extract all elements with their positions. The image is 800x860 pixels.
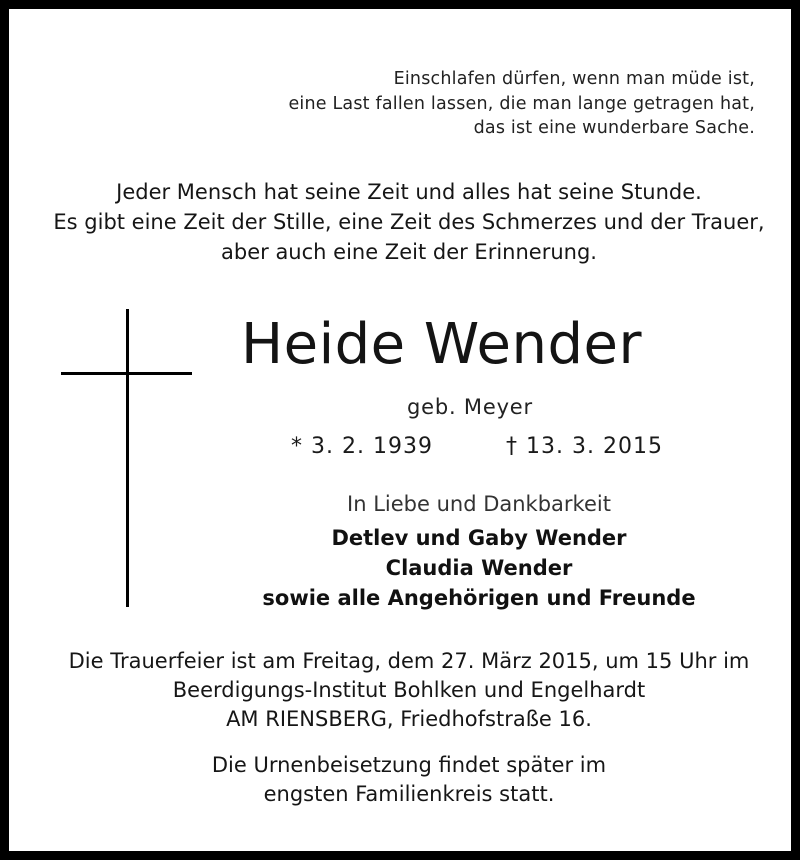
service-line: AM RIENSBERG, Friedhofstraße 16. [226, 707, 592, 731]
urn-line: Die Urnenbeisetzung findet später im [211, 753, 607, 777]
poem-line: das ist eine wunderbare Sache. [473, 118, 755, 138]
poem-line: Einschlafen dürfen, wenn man müde ist, [393, 69, 755, 89]
funeral-service-info [9, 647, 800, 734]
intro-text [9, 177, 800, 267]
mourners-lead: In Liebe und Dankbarkeit [347, 492, 611, 516]
mourner-name: Detlev und Gaby Wender [331, 526, 627, 550]
cross-vertical-bar [126, 309, 129, 607]
service-line: Beerdigungs-Institut Bohlken und Engelhardt [172, 678, 646, 702]
mourner-name: sowie alle Angehörigen und Freunde [262, 586, 696, 610]
service-line: Die Trauerfeier ist am Freitag, dem 27. März 2015, um 15 Uhr im [68, 649, 750, 673]
intro-line: Jeder Mensch hat seine Zeit und alles hat seine Stunde. [116, 180, 702, 204]
death-date: † 13. 3. 2015 [506, 434, 663, 459]
urn-burial-info [9, 751, 800, 809]
intro-line: aber auch eine Zeit der Erinnerung. [221, 240, 597, 264]
intro-line: Es gibt eine Zeit der Stille, eine Zeit des Schmerzes und der Trauer, [53, 210, 765, 234]
mourners-block [199, 489, 759, 613]
birth-date: * 3. 2. 1939 [291, 434, 433, 459]
poem-line: eine Last fallen lassen, die man lange getragen hat, [288, 93, 755, 114]
urn-line: engsten Familienkreis statt. [263, 782, 555, 806]
mourner-name: Claudia Wender [385, 556, 573, 580]
deceased-name: Heide Wender [241, 312, 642, 377]
poem [288, 67, 755, 141]
cross-horizontal-bar [61, 372, 192, 375]
maiden-name: geb. Meyer [407, 395, 533, 419]
cross-icon [61, 309, 192, 609]
